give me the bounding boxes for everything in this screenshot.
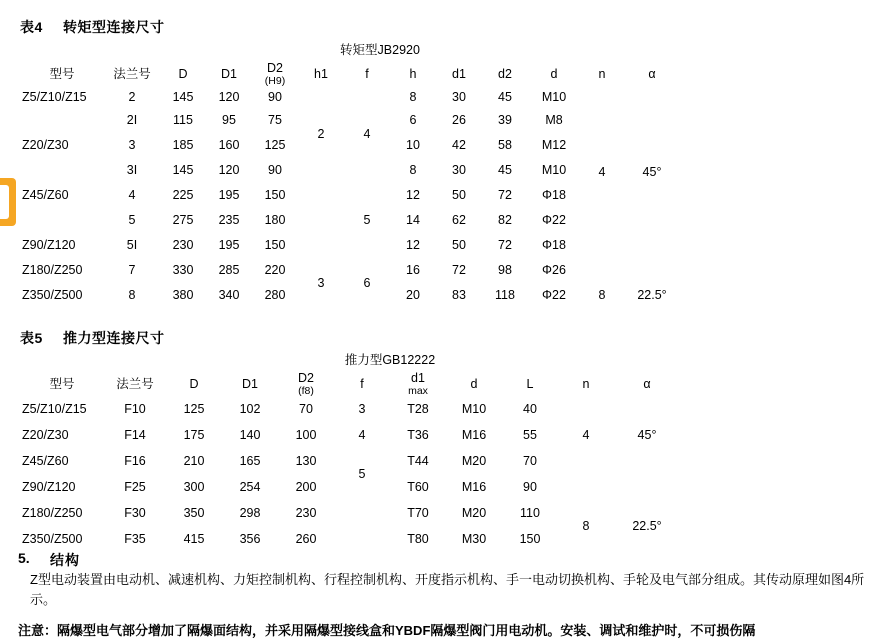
table5-cell-flange: F30: [124, 505, 146, 520]
table5-header-cell: 型号: [49, 376, 75, 391]
table4-cell-flange: 3: [128, 138, 136, 153]
table4-cell-h: 8: [409, 89, 417, 104]
table5-cell-L: 55: [523, 427, 537, 442]
table4-header-cell-d2: [252, 62, 298, 87]
table5-cell-D: 300: [183, 479, 205, 494]
table5-row: [20, 397, 680, 423]
table4-cell-D: 145: [172, 163, 194, 178]
table4-cell-h: 12: [406, 238, 420, 253]
table5-cell-D1: 254: [239, 479, 261, 494]
table5-header-cell-d2-main: D2: [298, 371, 314, 385]
table5-cell-d: M30: [461, 531, 487, 546]
table4-cell-D2: 280: [264, 288, 286, 303]
table4-cell-h1: 2: [317, 127, 325, 142]
table4-cell-D2: 180: [264, 213, 286, 228]
table4-cell-d: Φ26: [542, 263, 566, 278]
table5-caption: 推力型GB12222: [344, 353, 436, 367]
table5-cell-d: M16: [461, 479, 487, 494]
table4-cell-D: 225: [172, 188, 194, 203]
table5-cell-L: 40: [523, 401, 537, 416]
table4-cell-model: Z5/Z10/Z15: [22, 89, 87, 104]
table4-cell-D1: 95: [222, 113, 236, 128]
table5-cell-D2: 200: [295, 479, 317, 494]
table5-cell-d1: T60: [407, 479, 429, 494]
table5-header-cell: f: [360, 376, 364, 391]
table4-cell-flange: 2: [128, 89, 136, 104]
table4-cell-d: M10: [541, 163, 567, 178]
table4-cell-h: 20: [406, 288, 420, 303]
table4-header-cell: h1: [314, 66, 328, 81]
table4-cell-d2: 118: [495, 288, 515, 303]
table5-cell-D2: 130: [295, 453, 317, 468]
table4-cell-D2: 75: [268, 113, 282, 128]
table4-cell-model: Z20/Z30: [22, 138, 69, 153]
table5-cell-L: 150: [519, 531, 541, 546]
table4-cell-h: 6: [409, 113, 417, 128]
table4-cell-d2: 82: [498, 213, 512, 228]
table5-cell-model: Z45/Z60: [22, 453, 69, 468]
table4-cell-h: 16: [406, 263, 420, 278]
table4-header-cell: α: [648, 66, 656, 81]
table4-cell-h1: [298, 184, 344, 259]
table4-cell-n: [580, 259, 624, 284]
table5-cell-L: 70: [523, 453, 537, 468]
table4-header-cell: f: [365, 66, 369, 81]
table5-header-cell-d1-sub: max: [408, 384, 428, 397]
table4-header-cell: d: [550, 66, 558, 81]
table4-cell-flange: 7: [128, 263, 136, 278]
table4-header-cell-d2-main: D2: [267, 61, 283, 75]
table4-header-cell: D: [178, 66, 188, 81]
table4-cell-d: Φ18: [542, 238, 566, 253]
table5-cell-alpha: [614, 475, 680, 501]
table4-cell-D2: 90: [268, 163, 282, 178]
table5-row: [20, 501, 680, 527]
table4-row: [20, 87, 680, 109]
table4-cell-D2: 90: [268, 89, 282, 104]
table4-cell-d2: 45: [498, 89, 512, 104]
table5-cell-flange: F35: [124, 531, 146, 546]
table4-cell-D2: 150: [264, 238, 286, 253]
table5-cell-model: Z350/Z500: [22, 531, 83, 546]
table4-row: [20, 259, 680, 284]
table4-cell-d2: 72: [498, 238, 512, 253]
table4-cell-D1: 120: [218, 163, 240, 178]
table4-cell-d: M8: [545, 113, 563, 128]
table4-cell-D: 330: [172, 263, 194, 278]
table4-cell-D: 275: [172, 213, 194, 228]
table4: [20, 62, 680, 309]
page-edge-tab-inner: [0, 185, 9, 219]
table4-cell-model: Z90/Z120: [22, 238, 76, 253]
table5-cell-n: 8: [582, 518, 590, 533]
table4-cell-d2: 39: [498, 113, 512, 128]
table5-cell-model: Z5/Z10/Z15: [22, 401, 87, 416]
section5-paragraph: Z型电动装置由电动机、减速机构、力矩控制机构、行程控制机构、开度指示机构、手一电动切换机构、手轮及电气部分组成。其传动原理如图4所示。: [30, 572, 865, 607]
table4-cell-d1: 50: [452, 238, 466, 253]
table4-cell-D: 115: [173, 113, 193, 128]
table5-cell-D: 175: [183, 427, 205, 442]
table5-header-cell-d2-sub: (f8): [298, 384, 314, 397]
table5-header-cell-d1: [390, 372, 446, 397]
table4-cell-d: Φ22: [542, 288, 566, 303]
table4-cell-d1: 42: [452, 138, 466, 153]
table4-cell-f: 4: [363, 127, 371, 142]
table5-cell-D1: 356: [239, 531, 261, 546]
table4-cell-d: M10: [541, 89, 567, 104]
table5-header-cell: α: [643, 376, 651, 391]
table4-header-cell: n: [598, 66, 606, 81]
table4-cell-h: 14: [406, 213, 420, 228]
table5-cell-d1: T44: [407, 453, 429, 468]
table5-header-cell: D: [189, 376, 199, 391]
table4-cell-alpha: [624, 259, 680, 284]
table4-cell-D1: 195: [218, 238, 240, 253]
table5-label: 表5: [20, 330, 43, 346]
table4-cell-D2: 125: [264, 138, 286, 153]
table4-cell-D2: 220: [264, 263, 286, 278]
table4-cell-d1: 30: [452, 163, 466, 178]
table4-cell-D1: 285: [218, 263, 240, 278]
table4-cell-alpha: 22.5°: [637, 288, 667, 303]
table5-cell-model: Z20/Z30: [22, 427, 69, 442]
table4-cell-D1: 160: [218, 138, 240, 153]
table4-cell-h: 8: [409, 163, 417, 178]
table4-cell-d: Φ18: [542, 188, 566, 203]
table5-header-cell: 法兰号: [116, 376, 154, 391]
table4-cell-d: M12: [541, 138, 567, 153]
table5-title: 推力型连接尺寸: [63, 330, 165, 346]
table4-cell-D: 230: [172, 238, 194, 253]
table4-cell-model: [20, 159, 104, 184]
table4-cell-d2: 98: [498, 263, 512, 278]
table4-cell-h1: 3: [317, 275, 325, 290]
table4-cell-D1: 195: [218, 188, 240, 203]
table5-cell-alpha: 22.5°: [632, 518, 662, 533]
table4-cell-flange: 5I: [126, 238, 138, 253]
table4-cell-flange: 3I: [126, 163, 138, 178]
table4-cell-model: [20, 209, 104, 234]
table4-cell-D1: 120: [218, 89, 240, 104]
table5-cell-d1: T80: [407, 531, 429, 546]
table4-cell-model: [20, 109, 104, 134]
table4-caption: 转矩型JB2920: [340, 43, 420, 57]
table5-header-cell-d1-main: d1: [411, 371, 425, 385]
table5-cell-flange: F25: [124, 479, 146, 494]
table4-cell-flange: 8: [128, 288, 136, 303]
table5-cell-d: M10: [461, 401, 487, 416]
table5-cell-D1: 140: [239, 427, 261, 442]
table4-header-cell-d2-sub: (H9): [264, 74, 286, 87]
table5-cell-D2: 260: [295, 531, 317, 546]
table4-cell-h: 10: [406, 138, 420, 153]
table4-cell-n: 8: [598, 288, 606, 303]
table4-header-cell: d2: [498, 66, 512, 81]
table5-cell-D: 350: [183, 505, 205, 520]
table4-cell-h: 12: [406, 188, 420, 203]
table5-cell-L: 90: [523, 479, 537, 494]
table4-cell-model: Z350/Z500: [22, 288, 83, 303]
table4-cell-alpha: 45°: [642, 164, 662, 179]
table4-cell-d1: 50: [452, 188, 466, 203]
table5-header-cell-d2: [278, 372, 334, 397]
table5-cell-f: 3: [358, 401, 366, 416]
table5-cell-D2: 70: [299, 401, 313, 416]
table5-cell-D: 125: [183, 401, 205, 416]
table4-cell-D1: 235: [218, 213, 240, 228]
section5-number: 5.: [18, 550, 30, 566]
table5-cell-alpha: 45°: [637, 427, 657, 442]
table5-cell-f: 4: [358, 427, 366, 442]
table4-cell-d2: 45: [498, 163, 512, 178]
table4-cell-D1: 340: [218, 288, 240, 303]
table4-header-cell: 法兰号: [113, 66, 151, 81]
table4-cell-d1: 72: [452, 263, 466, 278]
table5-header-cell: d: [470, 376, 478, 391]
table4-cell-D2: 150: [264, 188, 286, 203]
table4-cell-D: 185: [172, 138, 194, 153]
table4-cell-flange: 2I: [126, 113, 138, 128]
table4-cell-model: Z45/Z60: [22, 188, 69, 203]
table5-cell-f: [334, 501, 390, 553]
table4-cell-model: Z180/Z250: [22, 263, 83, 278]
table4-cell-d: Φ22: [542, 213, 566, 228]
table5: [20, 372, 680, 553]
table5-header-row: [20, 372, 680, 397]
table5-cell-model: Z180/Z250: [22, 505, 83, 520]
table5-cell-d1: T70: [407, 505, 429, 520]
table4-cell-n: 4: [598, 164, 606, 179]
table5-cell-flange: F16: [124, 453, 146, 468]
table4-cell-f: 6: [363, 275, 371, 290]
table5-header-cell: L: [526, 376, 534, 391]
section5-notice: 注意：隔爆型电气部分增加了隔爆面结构，并采用隔爆型接线盒和YBDF隔爆型阀门用电动机。安装、调试和维护时，不可损伤隔: [18, 623, 756, 638]
table4-header-row: [20, 62, 680, 87]
table5-cell-f: 5: [358, 466, 366, 481]
table5-cell-D: 210: [183, 453, 205, 468]
table4-cell-flange: 5: [128, 213, 136, 228]
table5-cell-d1: T28: [407, 401, 429, 416]
table5-cell-d1: T36: [407, 427, 429, 442]
table4-header-cell: h: [409, 66, 417, 81]
table5-cell-flange: F14: [124, 427, 146, 442]
table5-cell-model: Z90/Z120: [22, 479, 76, 494]
table5-cell-d: M16: [461, 427, 487, 442]
section5-title: 结构: [50, 552, 80, 568]
table5-cell-d: M20: [461, 505, 487, 520]
table5-cell-D2: 230: [295, 505, 317, 520]
table4-cell-d1: 26: [452, 113, 466, 128]
table5-cell-D1: 102: [239, 401, 261, 416]
table4-label: 表4: [20, 19, 43, 35]
table4-header-cell: 型号: [49, 66, 75, 81]
table4-cell-d1: 30: [452, 89, 466, 104]
table4-cell-flange: 4: [128, 188, 136, 203]
table5-cell-D2: 100: [295, 427, 317, 442]
table5-cell-n: [558, 475, 614, 501]
table5-cell-d: M20: [461, 453, 487, 468]
table4-cell-f: 5: [363, 213, 371, 228]
table5-cell-flange: F10: [124, 401, 146, 416]
table4-header-cell: D1: [221, 66, 237, 81]
table4-cell-d2: 58: [498, 138, 512, 153]
page-edge-tab-marker: [0, 178, 16, 226]
table5-cell-D1: 165: [239, 453, 261, 468]
table5-cell-L: 110: [520, 505, 540, 520]
table4-cell-d1: 62: [452, 213, 466, 228]
table4-cell-D: 380: [172, 288, 194, 303]
table4-cell-D: 145: [172, 89, 194, 104]
table5-header-cell: D1: [242, 376, 258, 391]
table4-title: 转矩型连接尺寸: [63, 19, 165, 35]
table4-header-cell: d1: [452, 66, 466, 81]
table5-cell-D: 415: [183, 531, 205, 546]
table4-cell-d2: 72: [498, 188, 512, 203]
table5-cell-D1: 298: [239, 505, 261, 520]
table5-header-cell: n: [582, 376, 590, 391]
table5-cell-n: 4: [582, 427, 590, 442]
table4-cell-d1: 83: [452, 288, 466, 303]
